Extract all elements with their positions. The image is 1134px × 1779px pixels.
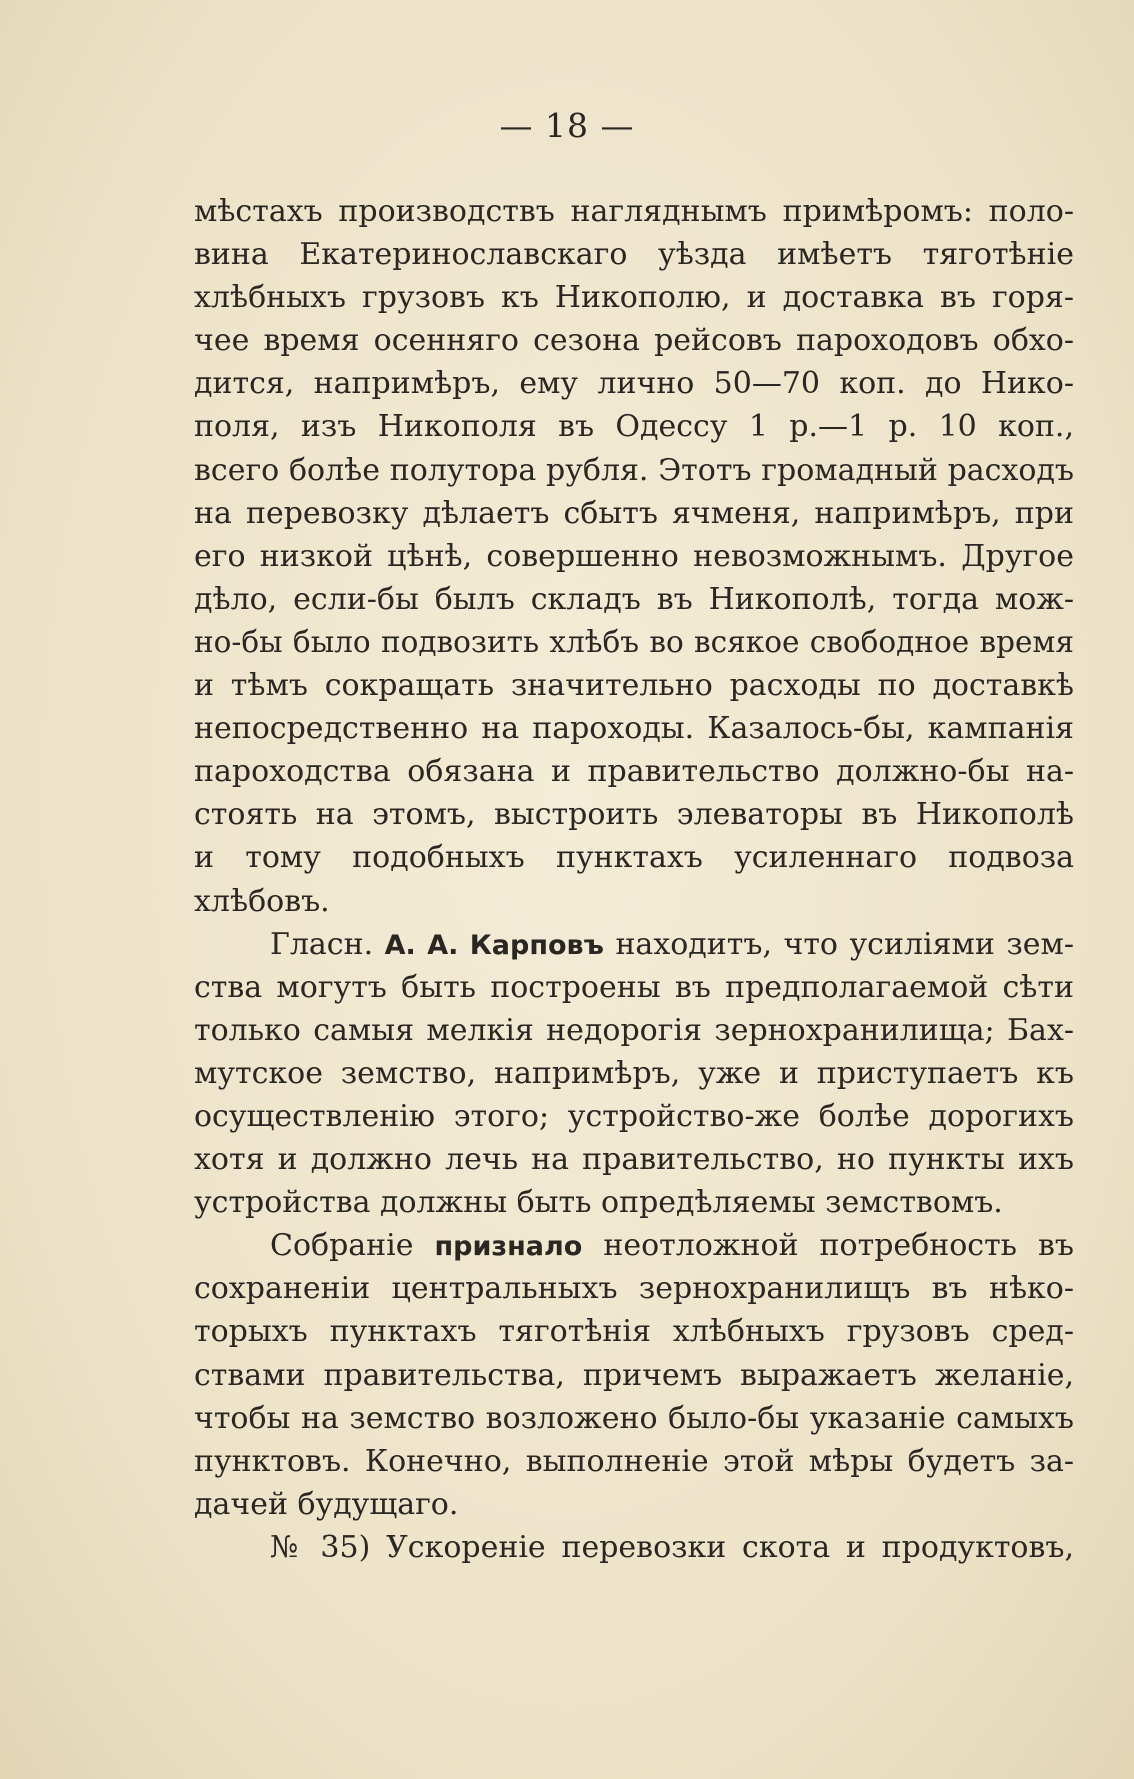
- text-line: пароходства обязана и правительство должно-бы на-: [194, 754, 1074, 790]
- text-line: и тому подобныхъ пунктахъ усиленнаго подвоза: [194, 840, 1074, 876]
- text-line: его низкой цѣнѣ, совершенно невозможнымъ. Другое: [194, 538, 1074, 574]
- text-line: ствами правительства, причемъ выражаетъ желаніе,: [194, 1357, 1074, 1393]
- text-line: на перевозку дѣлаетъ сбытъ ячменя, напримѣръ, при: [194, 495, 1074, 531]
- paragraph: [194, 190, 1074, 923]
- text-line: чее время осенняго сезона рейсовъ пароходовъ обхо-: [194, 323, 1074, 359]
- text-line: мутское земство, напримѣръ, уже и приступаетъ къ: [194, 1055, 1074, 1091]
- text-line: пунктовъ. Конечно, выполненіе этой мѣры будетъ за-: [194, 1443, 1074, 1479]
- paragraph: [194, 923, 1074, 1225]
- text-run: Собраніе: [270, 1228, 435, 1264]
- emphasis-word: признало: [434, 1231, 583, 1263]
- text-run: неотложной потребность въ: [582, 1228, 1074, 1264]
- text-line: но-бы было подвозить хлѣбъ во всякое свободное время: [194, 624, 1074, 659]
- text-line: и тѣмъ сокращать значительно расходы по доставкѣ: [194, 668, 1074, 704]
- text-line: осуществленію этого; устройство-же болѣе дорогихъ: [194, 1098, 1074, 1134]
- text-line: непосредственно на пароходы. Казалось-бы, кампанія: [194, 711, 1074, 747]
- body-text: [194, 190, 1074, 1569]
- text-line: дится, напримѣръ, ему лично 50—70 коп. до Нико-: [194, 366, 1074, 402]
- text-line: дѣло, если-бы былъ складъ въ Никополѣ, тогда мож-: [194, 581, 1074, 617]
- text-run: находитъ, что усиліями зем-: [603, 926, 1074, 962]
- text-line: [194, 923, 1074, 966]
- page-number: — 18 —: [499, 106, 635, 145]
- text-line: вина Екатеринославскаго уѣзда имѣетъ тяготѣніе: [194, 237, 1074, 273]
- text-line: устройства должны быть опредѣляемы земствомъ.: [194, 1185, 1003, 1221]
- speaker-name: А. А. Карповъ: [384, 929, 604, 961]
- text-line: мѣстахъ производствъ нагляднымъ примѣромъ: поло-: [194, 194, 1074, 229]
- text-line: чтобы на земство возложено было-бы указаніе самыхъ: [194, 1400, 1074, 1436]
- text-line: дачей будущаго.: [194, 1486, 459, 1522]
- paragraph: [194, 1224, 1074, 1526]
- text-line: всего болѣе полутора рубля. Этотъ громадный расходъ: [194, 452, 1074, 488]
- text-line: хлѣбовъ.: [194, 883, 330, 919]
- text-line: хлѣбныхъ грузовъ къ Никополю, и доставка въ горя-: [194, 280, 1074, 316]
- text-line: [194, 1224, 1074, 1267]
- text-line: только самыя мелкія недорогія зернохранилища; Бах-: [194, 1012, 1074, 1048]
- text-run: Гласн.: [270, 926, 385, 962]
- text-line: № 35) Ускореніе перевозки скота и продуктовъ,: [270, 1529, 1074, 1565]
- text-line: поля, изъ Никополя въ Одессу 1 р.—1 р. 10 коп.,: [194, 409, 1074, 445]
- text-line: торыхъ пунктахъ тяготѣнія хлѣбныхъ грузовъ сред-: [194, 1314, 1074, 1350]
- text-line: стоять на этомъ, выстроить элеваторы въ Никополѣ: [194, 797, 1074, 833]
- text-line: сохраненіи центральныхъ зернохранилищъ въ нѣко-: [194, 1271, 1074, 1307]
- text-line: хотя и должно лечь на правительство, но пункты ихъ: [194, 1142, 1074, 1178]
- paragraph: [194, 1526, 1074, 1569]
- text-line: ства могутъ быть построены въ предполагаемой сѣти: [194, 969, 1074, 1005]
